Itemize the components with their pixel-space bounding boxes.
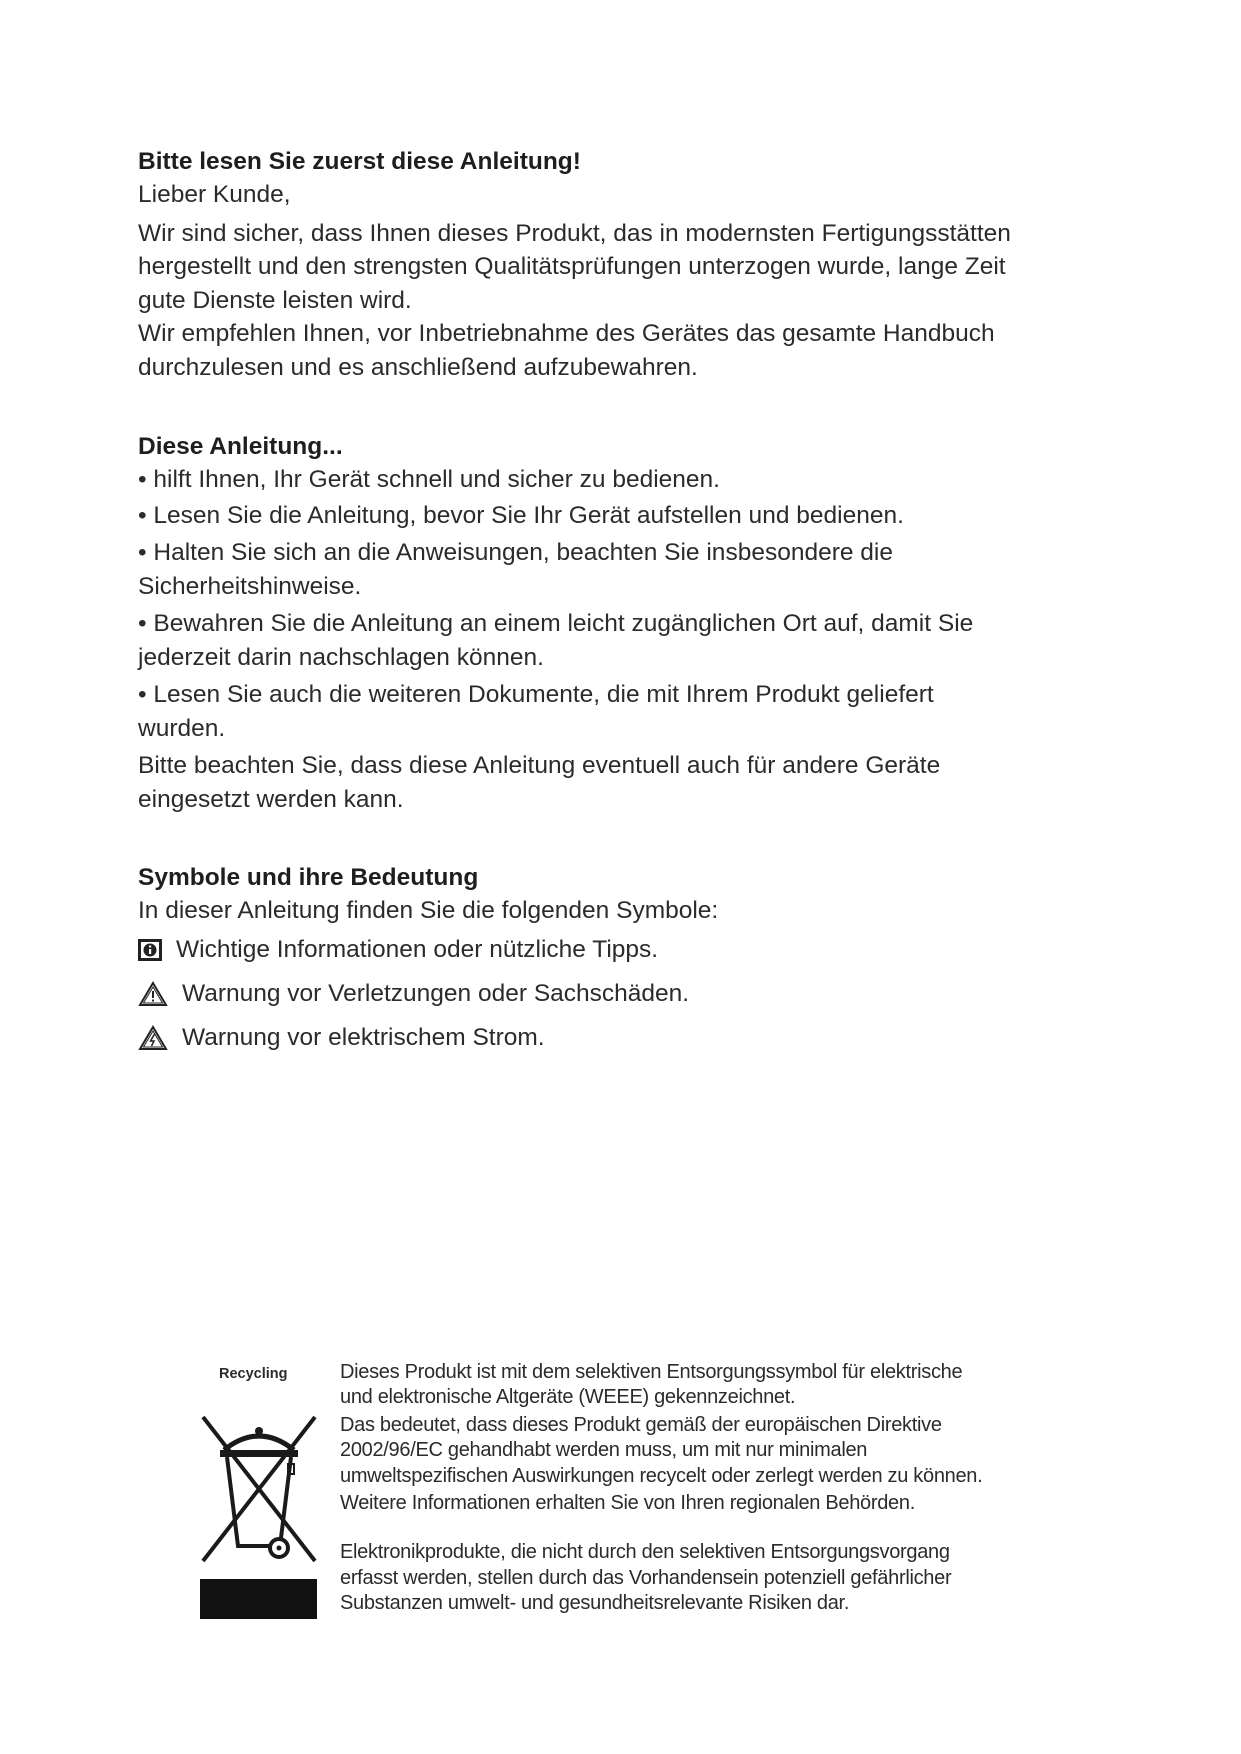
text-line: Weitere Informationen erhalten Sie von Ihren regionalen Behörden. [340,1492,915,1515]
bullet-item: • hilft Ihnen, Ihr Gerät schnell und sicher zu bedienen. [138,466,720,493]
intro-heading: Bitte lesen Sie zuerst diese Anleitung! [138,148,581,175]
text-line: jederzeit darin nachschlagen können. [138,643,544,671]
bullet-item [138,607,973,674]
recycling-paragraph-3 [340,1540,982,1616]
text-line: Das bedeutet, dass dieses Produkt gemäß der europäischen Direktive [340,1413,942,1436]
text-line: und elektronische Altgeräte (WEEE) gekennzeichnet. [340,1386,796,1409]
text-line: Elektronikprodukte, die nicht durch den selektiven Entsorgungsvorgang [340,1541,950,1564]
text-line: eingesetzt werden kann. [138,785,404,813]
text-line: Wir empfehlen Ihnen, vor Inbetriebnahme des Gerätes das gesamte Handbuch [138,320,995,347]
text-line: 2002/96/EC gehandhabt werden muss, um mit nur minimalen [340,1439,868,1462]
symbol-item-electric [138,1016,718,1060]
text-line: durchzulesen und es anschließend aufzubewahren. [138,353,698,381]
manual-section [138,430,973,816]
manual-heading: Diese Anleitung... [138,433,343,460]
bullet-item: • Lesen Sie die Anleitung, bevor Sie Ihr Gerät aufstellen und bedienen. [138,501,904,529]
recycling-paragraph-2 [340,1413,982,1517]
symbol-text: Wichtige Informationen oder nützliche Tipps. [176,935,659,963]
intro-paragraph-2 [138,317,1011,384]
recycling-paragraph-1 [340,1360,982,1411]
warning-icon [138,981,168,1007]
text-line: Wir sind sicher, dass Ihnen dieses Produkt, das in modernsten Fertigungsstätten [138,219,1011,247]
text-line: • Bewahren Sie die Anleitung an einem leicht zugänglichen Ort auf, damit Sie [138,610,974,637]
manual-note [138,749,973,816]
salutation: Lieber Kunde, [138,181,291,208]
symbol-item-warning [138,972,718,1016]
text-line: Dieses Produkt ist mit dem selektiven Entsorgungssymbol für elektrische [340,1361,963,1383]
text-line: erfasst werden, stellen durch das Vorhandensein potenziell gefährlicher [340,1566,952,1589]
symbol-item-info [138,928,718,972]
text-line: Substanzen umwelt- und gesundheitsrelevante Risiken dar. [340,1592,850,1615]
text-line: gute Dienste leisten wird. [138,286,412,314]
symbol-text: Warnung vor elektrischem Strom. [182,1023,545,1051]
weee-crossed-bin-icon [200,1414,318,1564]
intro-paragraph-1 [138,217,1011,318]
bullet-item [138,678,973,745]
recycling-label: Recycling [219,1366,288,1382]
intro-section [138,145,1011,384]
text-line: • Halten Sie sich an die Anweisungen, beachten Sie insbesondere die [138,539,893,566]
info-icon [138,939,162,961]
symbols-heading: Symbole und ihre Bedeutung [138,864,479,891]
weee-bar-marker [200,1579,317,1619]
bullet-item [138,536,973,603]
symbols-intro: In dieser Anleitung finden Sie die folgenden Symbole: [138,897,719,924]
symbol-text: Warnung vor Verletzungen oder Sachschäden. [182,979,690,1007]
text-line: hergestellt und den strengsten Qualitätsprüfungen unterzogen wurde, lange Zeit [138,253,1006,280]
text-line: wurden. [138,714,226,742]
text-line: umweltspezifischen Auswirkungen recycelt oder zerlegt werden zu können. [340,1464,983,1487]
electric-warning-icon [138,1025,168,1051]
symbols-section [138,861,718,1060]
text-line: Bitte beachten Sie, dass diese Anleitung eventuell auch für andere Geräte [138,752,941,779]
text-line: • Lesen Sie auch die weiteren Dokumente, die mit Ihrem Produkt geliefert [138,681,934,708]
text-line: Sicherheitshinweise. [138,572,362,600]
recycling-text [340,1360,982,1617]
